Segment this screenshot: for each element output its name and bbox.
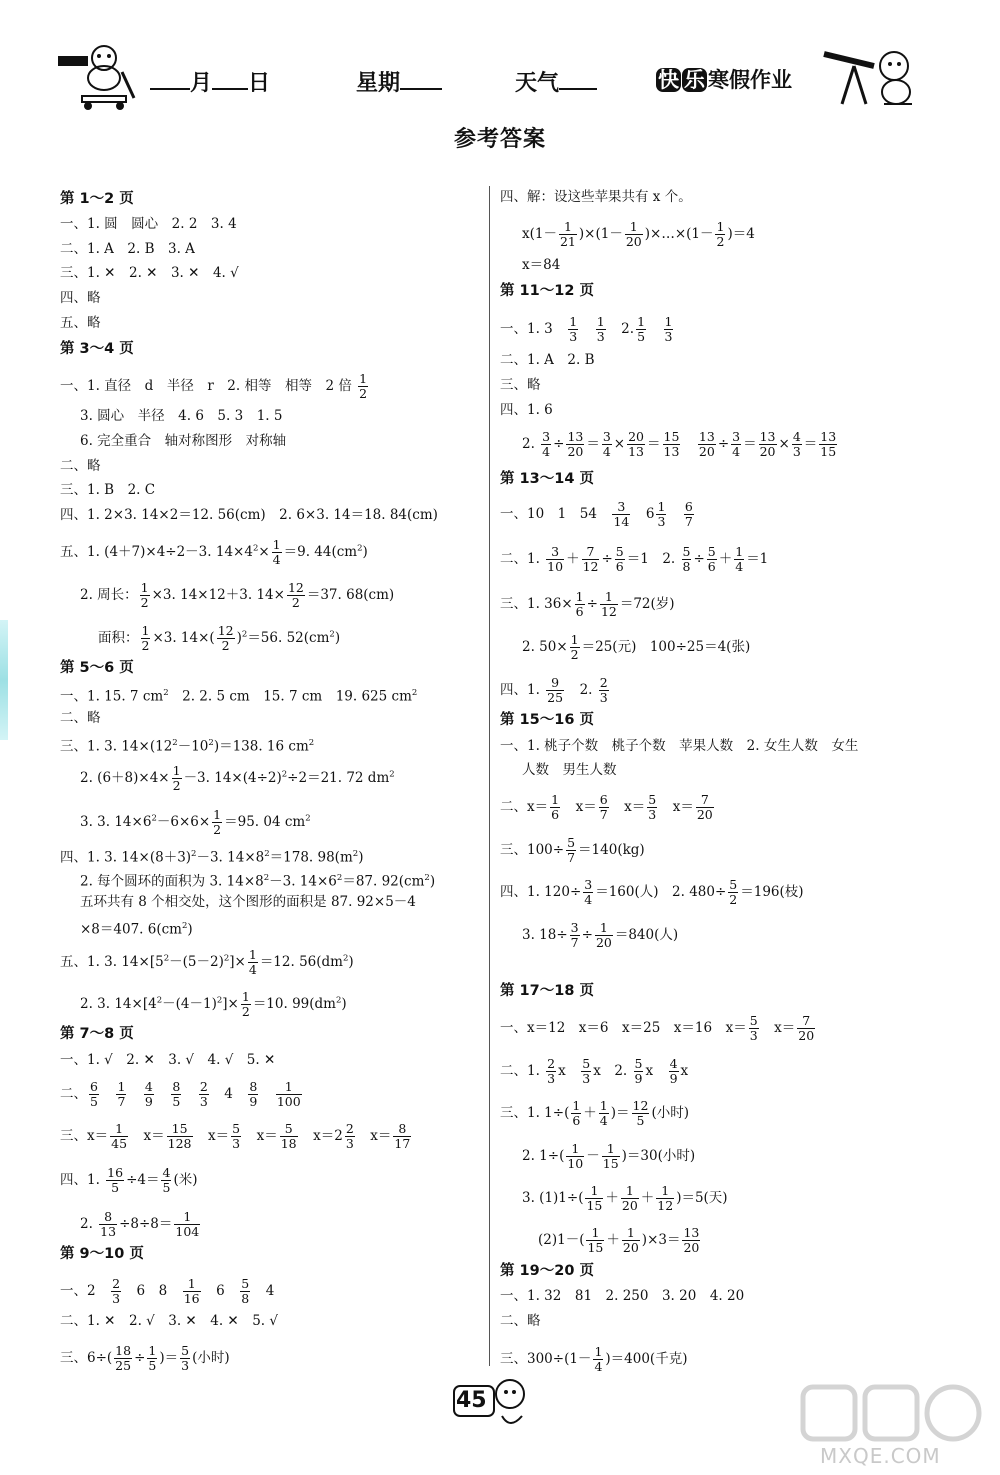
answer-line: 四、1. 6 [500,402,553,418]
fraction: $\frac{9}{25}$ [547,675,564,705]
answer-line: 二、1. $\frac{2}{3}$ x $\frac{5}{3}$ x 2. $\frac{5}{9}$ x $\frac{4}{9}$ x [500,1056,689,1086]
answer-line: 一、1. 圆 圆心 2. 2 3. 4 [60,216,237,232]
weather-field [515,66,597,97]
answer-line: ×8＝407. $6(cm^2)$ [80,921,193,938]
answer-line: 二、1. $\frac{3}{10}$ ＋ $\frac{7}{12}$ ÷ $\frac{5}{6}$ ＝1 2. $\frac{5}{8}$ ÷ $\frac{5}{6}$ ＋ $\frac{1}{4}$ ＝1 [500,544,769,574]
fraction: $\frac{5}{9}$ [634,1056,643,1086]
fraction: $\frac{1}{2}$ [213,807,222,837]
fraction: $\frac{1}{4}$ [248,947,257,977]
answer-line: 三、300÷(1－ $\frac{1}{4}$ )＝400(千克) [500,1344,688,1374]
fraction: $\frac{8}{9}$ [249,1079,258,1109]
answer-line: x＝84 [522,257,561,273]
section-heading: 第 15～16 页 [500,712,594,728]
fraction: $\frac{1}{104}$ [175,1209,200,1239]
answer-line: 一、2 $\frac{2}{3}$ 6 8 $\frac{1}{16}$ 6 $\frac{5}{8}$ 4 [60,1276,275,1306]
answer-line: 三、1. B 2. C [60,482,156,498]
fraction: $\frac{4}{9}$ [669,1056,678,1086]
fraction: $\frac{15}{128}$ [167,1121,192,1151]
fraction: $\frac{4}{5}$ [162,1165,171,1195]
answer-line: 2. $\frac{8}{13}$ ÷8÷8＝ $\frac{1}{104}$ [80,1209,200,1239]
cartoon-telescope-mascot-image [820,44,920,110]
answer-line: 三、100÷ $\frac{5}{7}$ ＝140(kg) [500,835,645,865]
answer-line: 一、1. √ 2. ✕ 3. √ 4. √ 5. ✕ [60,1052,276,1068]
fraction: $\frac{1}{6}$ [572,1098,581,1128]
answer-line: 2. 3. $14\times[4^2-(4-1)^2]\times$ $\frac{1}{2}$ ＝10. $99(dm^2)$ [80,989,347,1019]
fraction: $\frac{20}{13}$ [628,429,645,459]
fraction: $\frac{2}{3}$ [345,1121,354,1151]
answer-line: 五、略 [60,315,101,331]
fraction: $\frac{5}{8}$ [241,1276,250,1306]
answer-line: x(1－ $\frac{1}{21}$ )×(1－ $\frac{1}{20}$ )×…×(1－ $\frac{1}{2}$ )＝4 [522,219,755,249]
answer-line: 四、1. $\frac{9}{25}$ 2. $\frac{2}{3}$ [500,675,608,705]
answer-line: 3. 18÷ $\frac{3}{7}$ ÷ $\frac{1}{20}$ ＝840(人) [522,920,679,950]
answer-line: 二、1. ✕ 2. √ 3. ✕ 4. ✕ 5. √ [60,1313,278,1329]
fraction: $\frac{1}{4}$ [594,1344,603,1374]
fraction: $\frac{6}{7}$ [599,792,608,822]
fraction: $\frac{1}{12}$ [600,589,617,619]
fraction: $\frac{5}{3}$ [749,1013,758,1043]
day-label: 日 [248,71,271,96]
fraction: $\frac{5}{6}$ [707,544,716,574]
fraction: $\frac{6}{5}$ [90,1079,98,1109]
fraction: $\frac{1}{4}$ [272,537,281,567]
fraction: $\frac{3}{7}$ [570,920,579,950]
section-heading: 第 11～12 页 [500,283,594,299]
fraction: $\frac{1}{15}$ [602,1141,619,1171]
fraction: $\frac{1}{2}$ [241,989,250,1019]
answer-line: 三、1. 3. $14\times(12^2-10^2)=138$. 16 $cm^2$ [60,738,315,755]
fraction: $\frac{1}{10}$ [567,1141,584,1171]
column-divider [489,186,490,1366]
fraction: $\frac{1}{3}$ [657,499,666,529]
brand-title: 快 乐 寒假作业 [658,68,792,92]
answer-line: 2. (6＋8)×4× $\frac{1}{2}$ －3. $14\times(4\div 2)^2\div 2=21$. 72 $dm^2$ [80,763,395,793]
cartoon-mascot-left-image [52,44,142,110]
fraction: $\frac{3}{4}$ [542,429,551,459]
fraction: $\frac{13}{20}$ [759,429,776,459]
answer-line: 四、1. 3. $14\times(8+3)^2-3$. $14\times 8^2=178$. $98(m^2)$ [60,849,364,866]
answer-line: 三、1. ✕ 2. ✕ 3. ✕ 4. √ [60,265,239,281]
fraction: $\frac{1}{20}$ [625,219,642,249]
page-header [0,44,1000,114]
answer-line: 三、1. 1÷( $\frac{1}{6}$ ＋ $\frac{1}{4}$ )＝ $\frac{12}{5}$ (小时) [500,1098,689,1128]
section-heading: 第 7～8 页 [60,1026,134,1042]
fraction: $\frac{1}{7}$ [117,1079,126,1109]
answer-line: 二、1. A 2. B [500,352,595,368]
fraction: $\frac{12}{5}$ [632,1098,649,1128]
fraction: $\frac{1}{21}$ [559,219,576,249]
fraction: $\frac{2}{3}$ [547,1056,556,1086]
fraction: $\frac{1}{2}$ [141,623,150,653]
answer-line: 三、略 [500,377,541,393]
answer-line: 2. 50× $\frac{1}{2}$ ＝25(元) 100÷25＝4(张) [522,632,751,662]
section-heading: 第 3～4 页 [60,341,134,357]
fraction: $\frac{5}{18}$ [280,1121,297,1151]
answer-line: 一、x＝12 x＝6 x＝25 x＝16 x＝ $\frac{5}{3}$ x＝ $\frac{7}{20}$ [500,1013,815,1043]
fraction: $\frac{13}{15}$ [820,429,837,459]
fraction: $\frac{6}{7}$ [684,499,693,529]
answer-line: 三、x＝ $\frac{1}{45}$ x＝ $\frac{15}{128}$ x＝ $\frac{5}{3}$ x＝ $\frac{5}{18}$ x＝2 $\frac{2}{3}$ x＝ $\frac{8}{17}$ [60,1121,411,1151]
fraction: $\frac{12}{2}$ [217,623,234,653]
fraction: $\frac{12}{2}$ [287,580,304,610]
answer-line: 二、略 [60,458,101,474]
fraction: $\frac{1}{100}$ [276,1079,301,1109]
answer-line: 三、6÷( $\frac{18}{25}$ ÷ $\frac{1}{5}$ )＝ $\frac{5}{3}$ (小时) [60,1343,230,1373]
fraction: $\frac{1}{2}$ [172,763,181,793]
fraction: $\frac{3}{4}$ [732,429,741,459]
fraction: $\frac{1}{3}$ [569,314,578,344]
answer-line: 2. 周长： $\frac{1}{2}$ ×3. 14×12＋3. 14× $\frac{12}{2}$ ＝37. 68(cm) [80,580,395,610]
section-heading: 第 19～20 页 [500,1263,594,1279]
fraction: $\frac{1}{2}$ [716,219,725,249]
fraction: $\frac{1}{15}$ [586,1183,603,1213]
fraction: $\frac{5}{8}$ [682,544,691,574]
fraction: $\frac{5}{3}$ [181,1343,190,1373]
page-title: 参考答案 [453,127,546,152]
fraction: $\frac{7}{20}$ [798,1013,815,1043]
fraction: $\frac{1}{5}$ [148,1343,157,1373]
answer-line: 四、1. 2×3. 14×2＝12. 56(cm) 2. 6×3. 14＝18. 84(cm) [60,507,438,523]
weekday-label: 星期 [356,71,401,96]
fraction: $\frac{3}{14}$ [613,499,630,529]
fraction: $\frac{15}{13}$ [663,429,680,459]
fraction: $\frac{1}{2}$ [140,580,149,610]
fraction: $\frac{3}{10}$ [547,544,564,574]
fraction: $\frac{2}{3}$ [199,1079,208,1109]
fraction: $\frac{5}{7}$ [567,835,576,865]
section-heading: 第 17～18 页 [500,983,594,999]
weekday-field [356,66,442,97]
fraction: $\frac{1}{3}$ [596,314,605,344]
fraction: $\frac{1}{12}$ [657,1183,674,1213]
answer-line: 2. 1÷( $\frac{1}{10}$ － $\frac{1}{15}$ )＝30(小时) [522,1141,696,1171]
fraction: $\frac{2}{3}$ [112,1276,121,1306]
answer-line: 一、1. 桃子个数 桃子个数 苹果人数 2. 女生人数 女生 [500,738,859,754]
answer-line: 二、1. A 2. B 3. A [60,241,195,257]
answer-line: 人数 男生人数 [522,762,617,778]
fraction: $\frac{1}{5}$ [637,314,646,344]
answer-line: 面积： $\frac{1}{2}$ ×3. 14×( $\frac{12}{2}$ )$^2$＝56. $52(cm^2)$ [98,623,341,653]
fraction: $\frac{13}{20}$ [683,1225,700,1255]
answer-line: 二、略 [500,1313,541,1329]
fraction: $\frac{3}{4}$ [602,429,611,459]
fraction: $\frac{2}{3}$ [599,675,608,705]
answer-line: 3. 3. $14\times 6^2-6\times 6\times$ $\frac{1}{2}$ ＝95. 04 $cm^2$ [80,807,311,837]
fraction: $\frac{5}{3}$ [648,792,657,822]
fraction: $\frac{16}{5}$ [107,1165,124,1195]
section-heading: 第 9～10 页 [60,1246,144,1262]
fraction: $\frac{1}{20}$ [595,920,612,950]
fraction: $\frac{1}{20}$ [621,1183,638,1213]
answer-line: 6. 完全重合 轴对称图形 对称轴 [80,433,287,449]
answer-line: 五环共有 8 个相交处，这个图形的面积是 87. 92×5－4 [80,894,416,910]
fraction: $\frac{1}{15}$ [587,1225,604,1255]
fraction: $\frac{1}{2}$ [570,632,579,662]
fraction: $\frac{1}{3}$ [664,314,673,344]
answer-line: 2. 每个圆环的面积为 3. $14\times 8^2-3$. $14\times 6^2=87$. $92(cm^2)$ [80,873,436,890]
fraction: $\frac{1}{6}$ [551,792,560,822]
fraction: $\frac{18}{25}$ [115,1343,132,1373]
answer-line: 一、1. 15. 7 $cm^2$ 2. 2. 5 cm 15. 7 cm 19. 625 $cm^2$ [60,688,418,705]
answer-line: 四、解：设这些苹果共有 x 个。 [500,189,692,205]
fraction: $\frac{1}{16}$ [183,1276,200,1306]
scan-edge-strip [0,620,8,740]
fraction: $\frac{5}{2}$ [729,877,738,907]
answer-line: 四、1. 120÷ $\frac{3}{4}$ ＝160(人) 2. 480÷ $\frac{5}{2}$ ＝196(枝) [500,877,804,907]
weather-label: 天气 [515,71,560,96]
answer-line: 二、略 [60,710,101,726]
answer-line: 四、略 [60,290,101,306]
answer-line: 三、1. 36× $\frac{1}{6}$ ÷ $\frac{1}{12}$ ＝72(岁) [500,589,675,619]
answer-line: 一、1. 32 81 2. 250 3. 20 4. 20 [500,1288,745,1304]
fraction: $\frac{13}{20}$ [698,429,715,459]
fraction: $\frac{3}{4}$ [584,877,593,907]
fraction: $\frac{4}{3}$ [792,429,801,459]
section-heading: 第 1～2 页 [60,191,134,207]
answer-line: 二、x＝ $\frac{1}{6}$ x＝ $\frac{6}{7}$ x＝ $\frac{5}{3}$ x＝ $\frac{7}{20}$ [500,792,713,822]
answer-line: 3. (1)1÷( $\frac{1}{15}$ ＋ $\frac{1}{20}$ ＋ $\frac{1}{12}$ )＝5(天) [522,1183,728,1213]
answer-line: 一、1. 3 $\frac{1}{3}$ $\frac{1}{3}$ 2. $\frac{1}{5}$ $\frac{1}{3}$ [500,314,673,344]
answer-line: 二、 $\frac{6}{5}$ $\frac{1}{7}$ $\frac{4}{9}$ $\frac{8}{5}$ $\frac{2}{3}$ 4 $\frac{8}{9}$ $\frac{1}{100}$ [60,1079,301,1109]
fraction: $\frac{1}{4}$ [735,544,744,574]
fraction: $\frac{8}{17}$ [394,1121,411,1151]
answer-line: 一、10 1 54 $\frac{3}{14}$ 6 $\frac{1}{3}$ $\frac{6}{7}$ [500,499,693,529]
fraction: $\frac{5}{3}$ [582,1056,591,1086]
fraction: $\frac{8}{13}$ [100,1209,117,1239]
answer-line: 2. $\frac{3}{4}$ ÷ $\frac{13}{20}$ ＝ $\frac{3}{4}$ × $\frac{20}{13}$ ＝ $\frac{15}{13}$ $\frac{13}{20}$ ÷ $\frac{3}{4}$ ＝ $\frac{13}{20}$ × $\frac{4}{3}$ ＝ $\frac{13}{15}$ [522,429,837,459]
fraction: $\frac{1}{20}$ [622,1225,639,1255]
month-label: 月 [190,71,213,96]
answer-line: 3. 圆心 半径 4. 6 5. 3 1. 5 [80,408,283,424]
answer-line: 五、1. (4＋7)×4÷2－3. $14\times 4^2\times$ $\frac{1}{4}$ ＝9. $44(cm^2)$ [60,537,368,567]
fraction: $\frac{13}{20}$ [567,429,584,459]
fraction: $\frac{4}{9}$ [144,1079,153,1109]
answer-line: 四、1. $\frac{16}{5}$ ÷4＝ $\frac{4}{5}$ (米) [60,1165,198,1195]
fraction: $\frac{1}{4}$ [599,1098,608,1128]
fraction: $\frac{5}{6}$ [615,544,624,574]
answer-line: (2)1－( $\frac{1}{15}$ ＋ $\frac{1}{20}$ )×3＝ $\frac{13}{20}$ [538,1225,700,1255]
section-heading: 第 5～6 页 [60,660,134,676]
fraction: $\frac{7}{12}$ [582,544,599,574]
watermark-text: MXQE.COM [820,1444,941,1468]
fraction: $\frac{1}{6}$ [575,589,584,619]
answer-line: 五、1. 3. $14\times[5^2-(5-2)^2]\times$ $\frac{1}{4}$ ＝12. $56(dm^2)$ [60,947,354,977]
fraction: $\frac{1}{2}$ [359,371,368,401]
fraction: $\frac{5}{3}$ [232,1121,241,1151]
page-number: 45 [456,1388,487,1413]
date-field [150,66,270,97]
fraction: $\frac{7}{20}$ [696,792,713,822]
fraction: $\frac{1}{45}$ [111,1121,128,1151]
answer-line: 一、1. 直径 d 半径 r 2. 相等 相等 2 倍 $\frac{1}{2}$ [60,371,368,401]
fraction: $\frac{8}{5}$ [172,1079,181,1109]
section-heading: 第 13～14 页 [500,471,594,487]
